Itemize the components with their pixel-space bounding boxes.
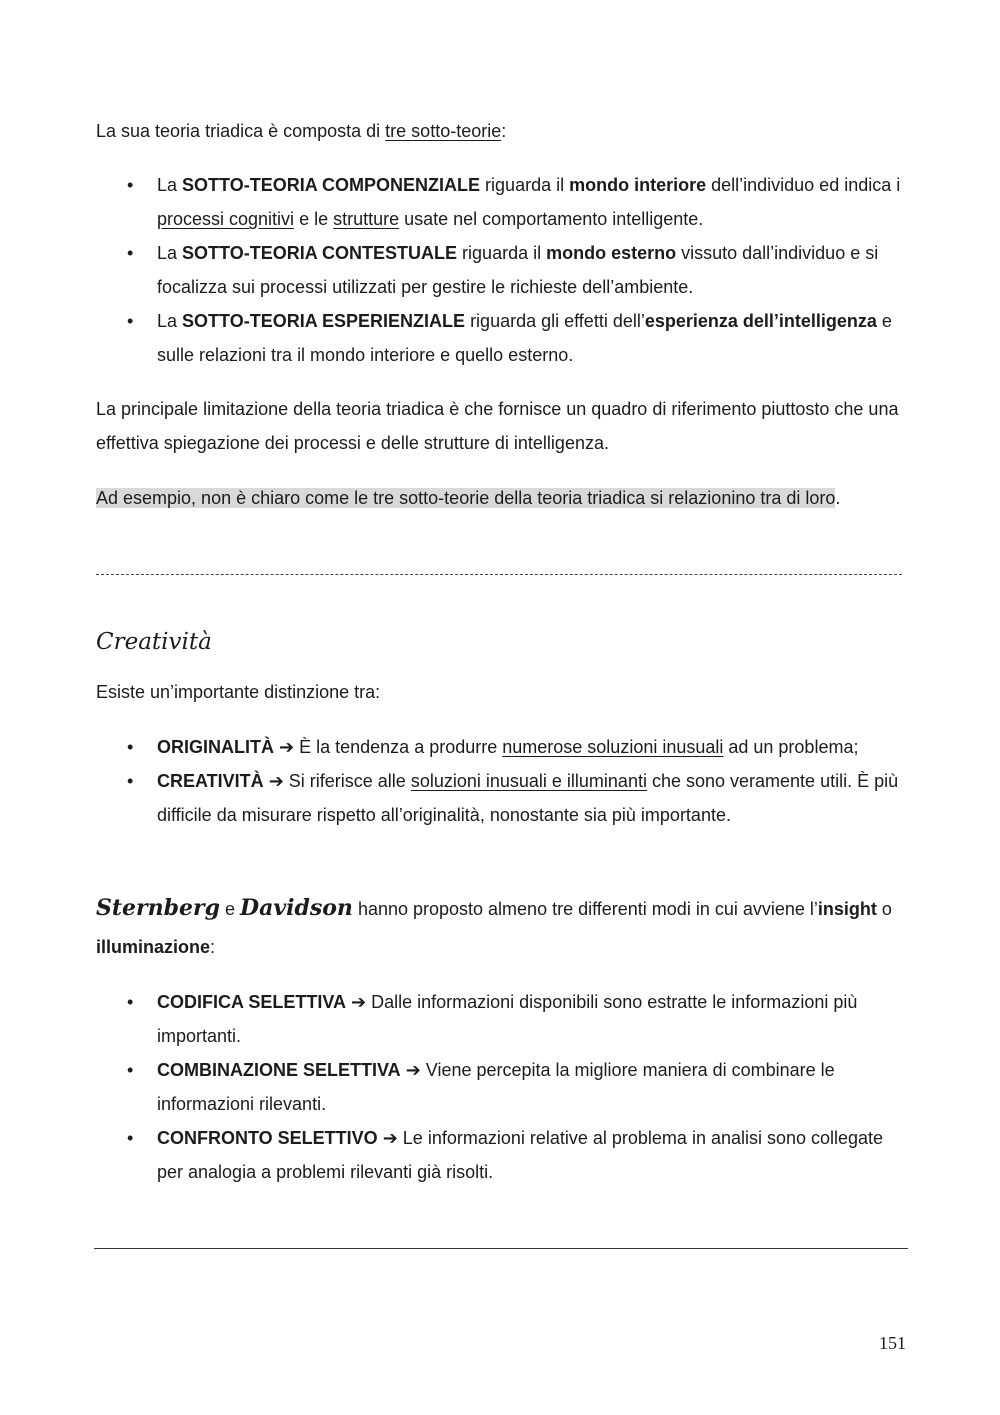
distinction-intro: Esiste un’importante distinzione tra:: [96, 682, 381, 702]
list-item: • CODIFICA SELETTIVA ➔ Dalle informazioni disponibili sono estratte le informazioni più importanti.: [96, 985, 906, 1053]
list-item: • COMBINAZIONE SELETTIVA ➔ Viene percepita la migliore maniera di combinare le informazioni rilevanti.: [96, 1053, 906, 1121]
term-label: CODIFICA SELETTIVA: [157, 992, 346, 1012]
subtheory-name: SOTTO-TEORIA CONTESTUALE: [182, 243, 458, 263]
term-label: ORIGINALITÀ: [157, 737, 274, 757]
subtheory-name: SOTTO-TEORIA ESPERIENZIALE: [182, 311, 466, 331]
term-label: COMBINAZIONE SELETTIVA: [157, 1060, 401, 1080]
list-item: • ORIGINALITÀ ➔ È la tendenza a produrre numerose soluzioni inusuali ad un problema;: [96, 730, 906, 764]
arrow-right-icon: ➔: [351, 992, 367, 1012]
subtheories-list: [96, 168, 906, 372]
intro-colon: :: [501, 121, 507, 141]
footer-rule: [94, 1248, 908, 1249]
limitation-paragraph: La principale limitazione della teoria triadica è che fornisce un quadro di riferimento piuttosto che una effettiva spiegazione dei processi e delle strutture di intelligenza.: [96, 399, 899, 453]
intro-underlined-text: tre sotto-teorie: [385, 121, 502, 141]
list-item: • La SOTTO-TEORIA COMPONENZIALE riguarda il mondo interiore dell’individuo ed indica i processi cognitivi e le strutture usate nel comportamento intelligente.: [96, 168, 906, 236]
intro-text: La sua teoria triadica è composta di: [96, 121, 386, 141]
list-item: • La SOTTO-TEORIA ESPERIENZIALE riguarda gli effetti dell’esperienza dell’intelligenza e sulle relazioni tra il mondo interiore e quello esterno.: [96, 304, 906, 372]
example-paragraph: Ad esempio, non è chiaro come le tre sotto-teorie della teoria triadica si relazionino tra di loro.: [96, 488, 841, 508]
arrow-right-icon: ➔: [382, 1128, 398, 1148]
term-label: CREATIVITÀ: [157, 771, 264, 791]
insight-list: [96, 985, 906, 1189]
arrow-right-icon: ➔: [405, 1060, 421, 1080]
arrow-right-icon: ➔: [268, 771, 284, 791]
list-item: • CREATIVITÀ ➔ Si riferisce alle soluzioni inusuali e illuminanti che sono veramente utili. È più difficile da misurare rispetto all’originalità, nonostante sia più importante.: [96, 764, 906, 832]
page-number: 151: [879, 1333, 906, 1353]
insight-intro: Sternberg e Davidson hanno proposto almeno tre differenti modi in cui avviene l’insight o illuminazione:: [96, 895, 892, 957]
author-name: Sternberg: [96, 895, 220, 921]
intro-paragraph: [96, 114, 902, 148]
list-item: • CONFRONTO SELETTIVO ➔ Le informazioni relative al problema in analisi sono collegate per analogia a problemi rilevanti già risolti.: [96, 1121, 906, 1189]
arrow-right-icon: ➔: [279, 737, 295, 757]
author-name: Davidson: [240, 895, 353, 921]
list-item: • La SOTTO-TEORIA CONTESTUALE riguarda il mondo esterno vissuto dall’individuo e si focalizza sui processi utilizzati per gestire le richieste dell’ambiente.: [96, 236, 906, 304]
highlighted-text: Ad esempio, non è chiaro come le tre sotto-teorie della teoria triadica si relazionino tra di loro: [96, 488, 836, 508]
dashed-separator: [96, 574, 902, 575]
subtheory-name: SOTTO-TEORIA COMPONENZIALE: [182, 175, 481, 195]
distinctions-list: [96, 730, 906, 832]
term-label: CONFRONTO SELETTIVO: [157, 1128, 378, 1148]
section-heading: Creatività: [96, 629, 212, 655]
